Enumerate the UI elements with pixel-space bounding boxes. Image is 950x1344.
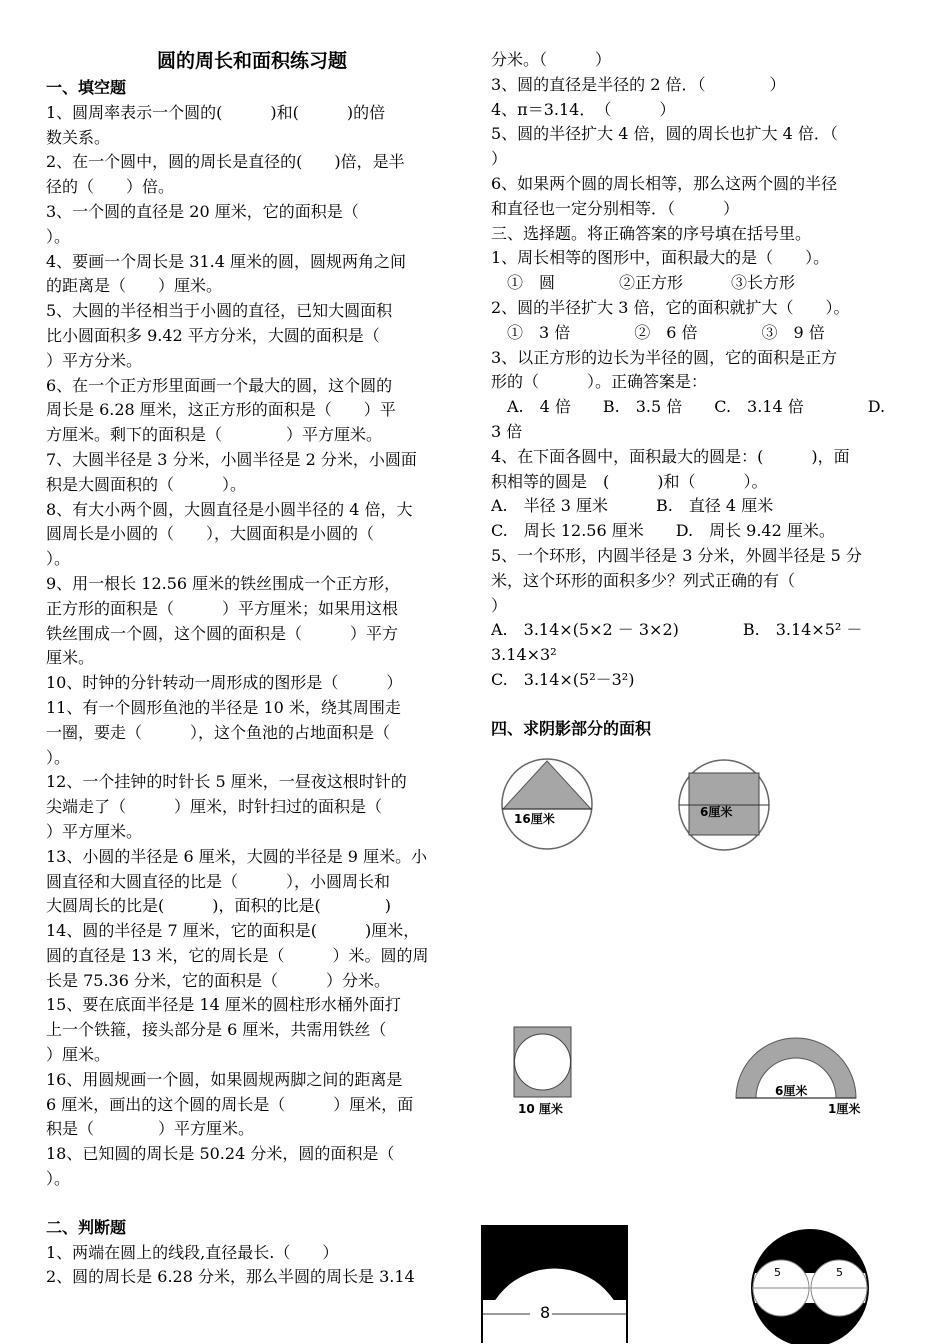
- question-line: 2、圆的周长是 6.28 分米，那么半圆的周长是 3.14: [46, 1267, 415, 1287]
- question-line: 圆的直径是 13 米，它的周长是（ ）米。圆的周: [46, 945, 429, 965]
- figure6-label-a: 5: [774, 1266, 781, 1279]
- question-line: A. 4 倍 B. 3.5 倍 C. 3.14 倍 D.: [491, 397, 886, 417]
- question-line: 3、以正方形的边长为半径的圆，它的面积是正方: [491, 347, 838, 367]
- question-line: 比小圆面积多 9.42 平方分米，大圆的面积是（: [46, 325, 380, 345]
- question-line: ）。: [46, 226, 71, 246]
- question-line: 厘米。: [46, 648, 95, 668]
- figure3-label: 10 厘米: [518, 1102, 563, 1116]
- question-line: 形的（ ）。正确答案是：: [491, 372, 708, 392]
- question-line: 16、用圆规画一个圆，如果圆规两脚之间的距离是: [46, 1069, 403, 1089]
- left-column: [46, 0, 458, 1290]
- section-heading: 二、判断题: [46, 1217, 127, 1237]
- question-line: 8、有大小两个圆，大圆直径是小圆半径的 4 倍，大: [46, 499, 413, 519]
- question-line: ）。: [46, 747, 71, 767]
- question-line: 9、用一根长 12.56 厘米的铁丝围成一个正方形，: [46, 573, 401, 593]
- question-line: 15、要在底面半径是 14 厘米的圆柱形水桶外面打: [46, 995, 401, 1015]
- question-line: 6 厘米，画出的这个圆的周长是（ ）厘米，面: [46, 1094, 414, 1114]
- question-line: 积是大圆面积的（ ）。: [46, 474, 247, 494]
- section-heading: 一、填空题: [46, 78, 127, 97]
- question-line: 和直径也一定分别相等．（ ）: [491, 198, 740, 218]
- question-line: 3 倍: [491, 421, 523, 441]
- question-line: ① 3 倍 ② 6 倍 ③ 9 倍: [491, 322, 825, 342]
- question-line: ）。: [46, 1169, 71, 1189]
- question-line: ）。: [46, 549, 71, 569]
- question-line: 3、一个圆的直径是 20 厘米，它的面积是（: [46, 201, 359, 221]
- question-line: 周长是 6.28 厘米，这正方形的面积是（ ）平: [46, 400, 396, 420]
- question-line: 2、圆的半径扩大 3 倍，它的面积就扩大（ ）。: [491, 297, 850, 317]
- question-line: 铁丝围成一个圆，这个圆的面积是（ ）平方: [46, 623, 399, 643]
- question-line: ）厘米。: [46, 1045, 111, 1065]
- question-line: 径的（ ）倍。: [46, 177, 175, 197]
- question-line: 6、在一个正方形里面画一个最大的圆，这个圆的: [46, 375, 393, 395]
- question-line: 18、已知圆的周长是 50.24 分米，圆的面积是（: [46, 1144, 395, 1164]
- figure6-label-b: 5: [836, 1266, 843, 1279]
- question-line: ① 圆 ②正方形 ③长方形: [491, 273, 796, 293]
- question-line: 圆直径和大圆直径的比是（ ），小圆周长和: [46, 871, 391, 891]
- question-line: ）平方厘米。: [46, 821, 143, 841]
- section-heading: 四、求阴影部分的面积: [491, 718, 652, 738]
- page-title: 圆的周长和面积练习题: [156, 50, 347, 72]
- question-line: 数关系。: [46, 127, 111, 147]
- question-line: ）: [491, 595, 508, 615]
- question-line: 11、有一个圆形鱼池的半径是 10 米，绕其周围走: [46, 697, 401, 717]
- question-line: 上一个铁箍，接头部分是 6 厘米，共需用铁丝（: [46, 1020, 387, 1040]
- question-line: A. 3.14×(5×2 － 3×2) B. 3.14×5² －: [491, 620, 863, 640]
- question-line: ）平方分米。: [46, 350, 143, 370]
- right-question-list: [491, 48, 907, 742]
- question-line: 4、要画一个周长是 31.4 厘米的圆，圆规两角之间: [46, 251, 406, 271]
- question-line: 4、π＝3.14． （ ）: [491, 99, 676, 119]
- question-line: 13、小圆的半径是 6 厘米，大圆的半径是 9 厘米。小: [46, 846, 428, 866]
- question-line: C. 3.14×(5²－3²): [491, 669, 635, 689]
- question-line: 7、大圆半径是 3 分米，小圆半径是 2 分米，小圆面: [46, 449, 417, 469]
- figure4-outer-label: 1厘米: [828, 1102, 861, 1116]
- question-line: 1、两端在圆上的线段,直径最长.（ ）: [46, 1242, 339, 1262]
- figure-square-circle: [513, 1025, 573, 1099]
- spacer: [491, 693, 907, 717]
- question-line: C. 周长 12.56 厘米 D. 周长 9.42 厘米。: [491, 521, 835, 541]
- question-line: 尖端走了（ ）厘米，时针扫过的面积是（: [46, 797, 383, 817]
- question-line: 5、一个环形，内圆半径是 3 分米，外圆半径是 5 分: [491, 545, 862, 565]
- question-line: 1、周长相等的图形中，面积最大的是（ ）。: [491, 248, 830, 268]
- question-line: A. 半径 3 厘米 B. 直径 4 厘米: [491, 496, 774, 516]
- left-question-list: [46, 76, 458, 1290]
- question-line: 圆周长是小圆的（ ），大圆面积是小圆的（: [46, 524, 375, 544]
- question-line: 正方形的面积是（ ）平方厘米；如果用这根: [46, 598, 399, 618]
- question-line: 2、在一个圆中，圆的周长是直径的( )倍，是半: [46, 152, 405, 172]
- question-line: 3.14×3²: [491, 645, 557, 665]
- question-line: 5、圆的半径扩大 4 倍，圆的周长也扩大 4 倍．（: [491, 124, 838, 144]
- question-line: 积是（ ）平方厘米。: [46, 1119, 255, 1139]
- question-line: 长是 75.36 分米，它的面积是（ ）分米。: [46, 970, 390, 990]
- question-line: 方厘米。剩下的面积是（ ）平方厘米。: [46, 425, 383, 445]
- question-line: 的距离是（ ）厘米。: [46, 276, 223, 296]
- spacer: [46, 1192, 458, 1216]
- question-line: 积相等的圆是 ( )和（ ）。: [491, 471, 768, 491]
- figure-double-circle: [750, 1228, 870, 1344]
- question-line: 4、在下面各圆中，面积最大的圆是：( )，面: [491, 446, 850, 466]
- figure2-label: 6厘米: [700, 805, 733, 819]
- question-line: 1、圆周率表示一个圆的( )和( )的倍: [46, 102, 386, 122]
- question-line: 10、时钟的分针转动一周形成的图形是（ ）: [46, 673, 403, 693]
- right-column: [491, 48, 907, 742]
- question-line: 一圈，要走（ ），这个鱼池的占地面积是（: [46, 722, 391, 742]
- question-line: 12、一个挂钟的时针长 5 厘米，一昼夜这根时针的: [46, 772, 407, 792]
- question-line: 6、如果两个圆的周长相等，那么这两个圆的半径: [491, 173, 838, 193]
- question-line: 3、圆的直径是半径的 2 倍．（ ）: [491, 74, 786, 94]
- question-line: 14、圆的半径是 7 厘米，它的面积是( )厘米，: [46, 921, 420, 941]
- question-line: 三、选择题。将正确答案的序号填在括号里。: [491, 223, 812, 243]
- question-line: 分米。（ ）: [491, 50, 612, 69]
- figure-circle-triangle: [494, 756, 600, 852]
- figure5-label: 8: [540, 1303, 551, 1322]
- question-line: 大圆周长的比是( )，面积的比是( ): [46, 896, 391, 916]
- question-line: 米，这个环形的面积多少？列式正确的有（: [491, 570, 796, 590]
- figure-semicircle-rect: [480, 1224, 630, 1344]
- figure1-label: 16厘米: [514, 812, 555, 826]
- question-line: ）: [491, 149, 508, 169]
- question-line: 5、大圆的半径相当于小圆的直径，已知大圆面积: [46, 301, 393, 321]
- figure4-inner-label: 6厘米: [775, 1084, 808, 1098]
